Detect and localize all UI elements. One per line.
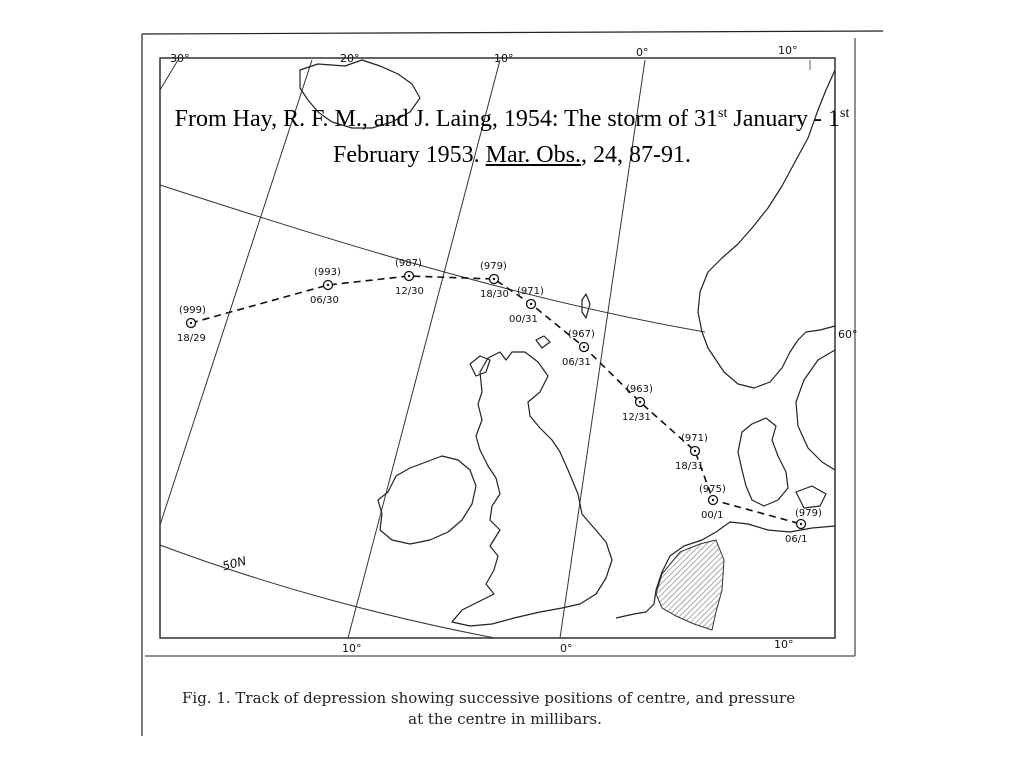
great-britain-coast (452, 352, 612, 626)
track-pressure-label: (967) (568, 329, 595, 340)
citation-line2-end: , 24, 87-91. (580, 142, 691, 168)
track-point-centre (493, 278, 495, 280)
lon-label-bottom-10e: 10° (774, 638, 794, 651)
track-time-label: 06/30 (310, 295, 339, 306)
track-time-label: 12/31 (622, 412, 651, 423)
track-pressure-label: (971) (517, 286, 544, 297)
danish-islands-coast (796, 486, 826, 508)
shetland-coast (582, 294, 590, 318)
track-time-label: 06/31 (562, 357, 591, 368)
track-point-centre (694, 450, 696, 452)
track-point-centre (408, 275, 410, 277)
netherlands-hatched (656, 540, 724, 630)
track-time-label: 18/29 (177, 333, 206, 344)
citation-sup-2: st (840, 106, 850, 121)
lat-label-60: 60° (838, 328, 858, 341)
track-pressure-label: (979) (795, 508, 822, 519)
lon-label-top-30: 30° (170, 52, 190, 65)
lon-label-bottom-0: 0° (560, 642, 573, 655)
storm-track-points (177, 258, 822, 545)
track-pressure-label: (963) (626, 384, 653, 395)
track-pressure-label: (979) (480, 261, 507, 272)
track-time-label: 18/31 (675, 461, 704, 472)
citation-line2-start: February 1953. (333, 142, 486, 168)
track-point-centre (327, 284, 329, 286)
figure-caption (150, 688, 850, 730)
sweden-coast (796, 350, 835, 470)
track-point-centre (800, 523, 802, 525)
lon-label-bottom-10w: 10° (342, 642, 362, 655)
track-point-centre (583, 346, 585, 348)
track-point-centre (530, 303, 532, 305)
lon-label-top-10e: 10° (778, 44, 798, 57)
citation-sup-1: st (718, 106, 728, 121)
lon-label-top-20: 20° (340, 52, 360, 65)
track-time-label: 18/30 (480, 289, 509, 300)
citation-journal: Mar. Obs. (485, 142, 581, 168)
citation-middle: January - 1 (727, 106, 841, 132)
citation-prefix: From Hay, R. F. M., and J. Laing, 1954: The storm of 31 (174, 106, 719, 132)
track-time-label: 12/30 (395, 286, 424, 297)
track-pressure-label: (993) (314, 267, 341, 278)
figure-caption-line2: at the centre in millibars. (408, 710, 602, 728)
track-point-centre (190, 322, 192, 324)
track-pressure-label: (975) (699, 484, 726, 495)
track-pressure-label: (999) (179, 305, 206, 316)
track-point-centre (712, 499, 714, 501)
figure-caption-line1: Fig. 1. Track of depression showing successive positions of centre, and pressure (182, 689, 796, 707)
track-pressure-label: (987) (395, 258, 422, 269)
orkney-coast (536, 336, 550, 348)
track-time-label: 06/1 (785, 534, 808, 545)
denmark-coast (738, 418, 788, 506)
track-pressure-label: (971) (681, 433, 708, 444)
track-time-label: 00/31 (509, 314, 538, 325)
lat-label-50n: 50N (220, 553, 248, 574)
citation (0, 96, 1024, 173)
lon-label-top-10w: 10° (494, 52, 514, 65)
track-time-label: 00/1 (701, 510, 724, 521)
track-point-centre (639, 401, 641, 403)
lon-label-top-0: 0° (636, 46, 649, 59)
